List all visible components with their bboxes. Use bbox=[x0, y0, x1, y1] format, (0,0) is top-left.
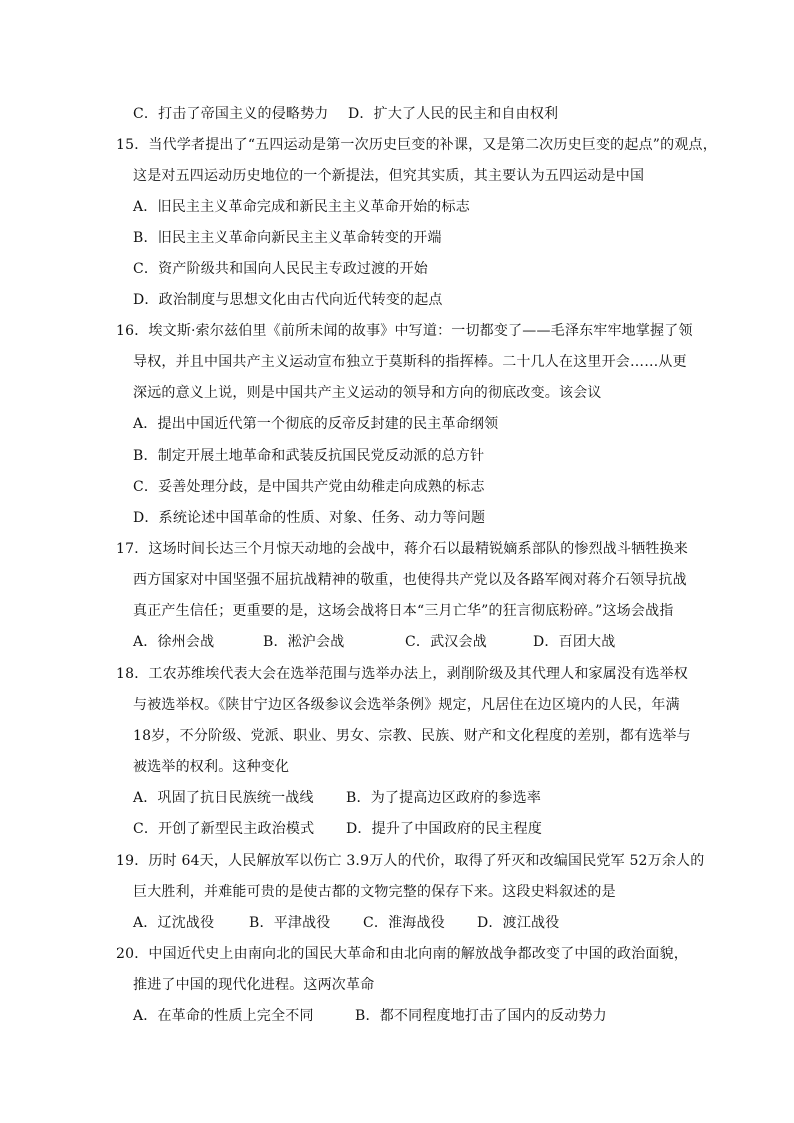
q16-stem-line1: 16．埃文斯·索尔兹伯里《前所未闻的故事》中写道：一切都变了——毛泽东牢牢地掌握了领 bbox=[116, 323, 693, 339]
q20-stem-line2: 推进了中国的现代化进程。这两次革命 bbox=[133, 977, 375, 993]
q19-option-a: A．辽沈战役 bbox=[133, 915, 215, 931]
q19-stem-line2: 巨大胜利，并难能可贵的是使古都的文物完整的保存下来。这段史料叙述的是 bbox=[133, 884, 616, 900]
q20-stem-line1: 20．中国近代史上由南向北的国民大革命和由北向南的解放战争都改变了中国的政治面貌， bbox=[116, 946, 689, 962]
q18-option-d: D．提升了中国政府的民主程度 bbox=[346, 821, 543, 837]
q16-option-b: B．制定开展土地革命和武装反抗国民党反动派的总方针 bbox=[133, 448, 485, 464]
q15-stem-line2: 这是对五四运动历史地位的一个新提法，但究其实质，其主要认为五四运动是中国 bbox=[133, 168, 645, 184]
q15-option-b: B．旧民主主义革命向新民主主义革命转变的开端 bbox=[133, 230, 442, 246]
q14-option-c: C．打击了帝国主义的侵略势力 bbox=[133, 106, 329, 122]
q16-option-d: D．系统论述中国革命的性质、对象、任务、动力等问题 bbox=[133, 510, 486, 526]
q15-option-a: A．旧民主主义革命完成和新民主主义革命开始的标志 bbox=[133, 199, 470, 215]
q18-stem-line4: 被选举的权利。这种变化 bbox=[133, 759, 290, 775]
q14-options-cd bbox=[133, 104, 558, 124]
q16-option-c: C．妥善处理分歧，是中国共产党由幼稚走向成熟的标志 bbox=[133, 479, 485, 495]
q17-stem-line1: 17．这场时间长达三个月惊天动地的会战中，蒋介石以最精锐嫡系部队的惨烈战斗牺牲换来 bbox=[116, 541, 689, 557]
q18-stem-line3: 18岁，不分阶级、党派、职业、男女、宗教、民族、财产和文化程度的差别，都有选举与 bbox=[133, 728, 691, 744]
q19-option-c: C．淮海战役 bbox=[363, 915, 445, 931]
q18-options-cd bbox=[133, 819, 542, 839]
q17-options bbox=[133, 632, 615, 652]
q19-stem-line1: 19．历时 64天，人民解放军以伤亡 3.9万人的代价，取得了歼灭和改编国民党军 52万余人的 bbox=[116, 853, 705, 869]
q19-options bbox=[133, 913, 559, 933]
q15-option-c: C．资产阶级共和国向人民民主专政过渡的开始 bbox=[133, 261, 428, 277]
q19-option-d: D．渡江战役 bbox=[477, 915, 560, 931]
q17-option-a: A．徐州会战 bbox=[133, 634, 215, 650]
q20-options-ab bbox=[133, 1006, 607, 1026]
q17-option-d: D．百团大战 bbox=[533, 634, 616, 650]
q18-option-c: C．开创了新型民主政治模式 bbox=[133, 821, 315, 837]
q15-option-d: D．政治制度与思想文化由古代向近代转变的起点 bbox=[133, 292, 443, 308]
q15-stem-line1: 15．当代学者提出了“五四运动是第一次历史巨变的补课，又是第二次历史巨变的起点”的观点， bbox=[116, 137, 717, 153]
q14-option-d: D．扩大了人民的民主和自由权利 bbox=[348, 106, 559, 122]
q18-options-ab bbox=[133, 788, 541, 808]
q16-stem-line2: 导权，并且中国共产主义运动宣布独立于莫斯科的指挥棒。二十几人在这里开会……从更 bbox=[133, 354, 687, 370]
q19-option-b: B．平津战役 bbox=[249, 915, 331, 931]
q16-option-a: A．提出中国近代第一个彻底的反帝反封建的民主革命纲领 bbox=[133, 416, 499, 432]
q18-stem-line2: 与被选举权。《陕甘宁边区各级参议会选举条例》规定，凡居住在边区境内的人民，年满 bbox=[133, 697, 680, 713]
q16-stem-line3: 深远的意义上说，则是中国共产主义运动的领导和方向的彻底改变。该会议 bbox=[133, 385, 602, 401]
q18-stem-line1: 18．工农苏维埃代表大会在选举范围与选举办法上，剥削阶级及其代理人和家属没有选举权 bbox=[116, 666, 689, 682]
q17-stem-line2: 西方国家对中国坚强不屈抗战精神的敬重，也使得共产党以及各路军阀对蒋介石领导抗战 bbox=[133, 572, 687, 588]
q20-option-a: A．在革命的性质上完全不同 bbox=[133, 1008, 314, 1024]
q17-option-c: C．武汉会战 bbox=[405, 634, 487, 650]
q18-option-b: B．为了提高边区政府的参选率 bbox=[346, 790, 542, 806]
q17-option-b: B．淞沪会战 bbox=[263, 634, 345, 650]
q18-option-a: A．巩固了抗日民族统一战线 bbox=[133, 790, 314, 806]
q20-option-b: B．都不同程度地打击了国内的反动势力 bbox=[355, 1008, 607, 1024]
q17-stem-line3: 真正产生信任；更重要的是，这场会战将日本“三月亡华”的狂言彻底粉碎。”这场会战指 bbox=[133, 603, 674, 619]
